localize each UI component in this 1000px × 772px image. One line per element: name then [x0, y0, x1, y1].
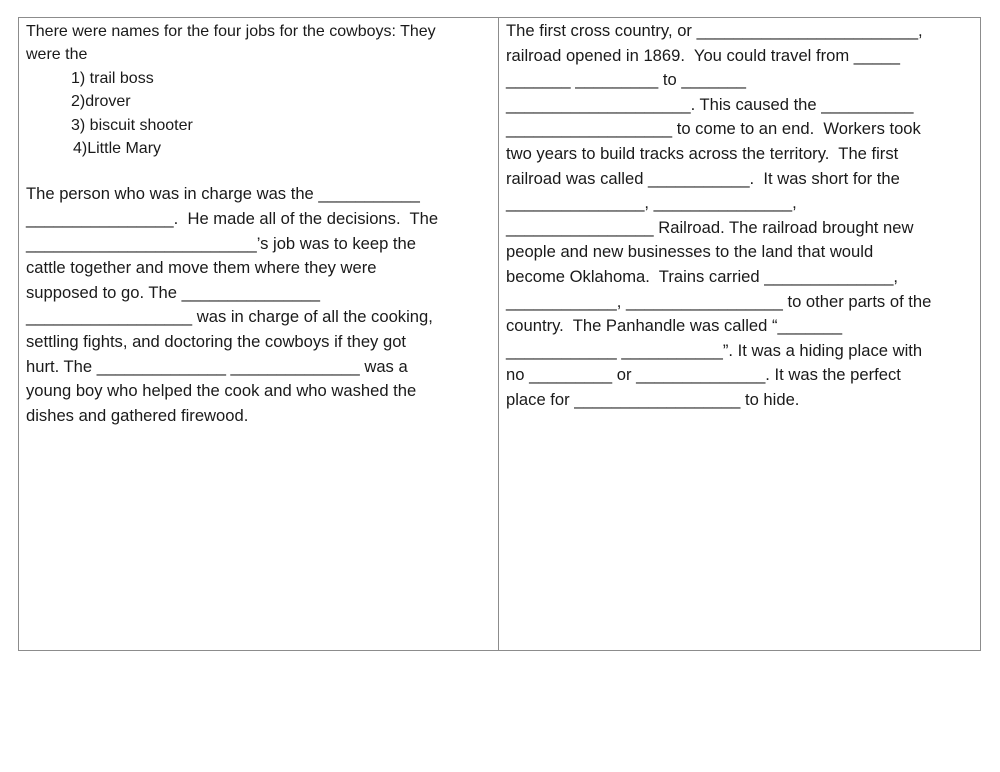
text-line: ________________. He made all of the decisions. The — [26, 209, 439, 229]
text-line: were the — [26, 46, 88, 64]
list-item: 2)drover — [71, 93, 131, 111]
cowboy-jobs-paragraph — [26, 182, 498, 428]
right-cell-railroad — [499, 18, 980, 650]
intro-text — [26, 20, 498, 67]
text-line: place for __________________ to hide. — [506, 389, 800, 409]
text-line: railroad opened in 1869. You could travel from _____ — [506, 45, 900, 65]
railroad-paragraph — [506, 19, 980, 413]
text-line: country. The Panhandle was called “_______ — [506, 316, 843, 336]
text-line: ____________________. This caused the __________ — [506, 94, 914, 114]
text-line: _______________, _______________, — [506, 193, 797, 213]
text-line: young boy who helped the cook and who washed the — [26, 381, 417, 401]
text-line: no _________ or ______________. It was the perfect — [506, 365, 901, 385]
text-line: ________________ Railroad. The railroad brought new — [506, 217, 914, 237]
text-line: There were names for the four jobs for the cowboys: They — [26, 23, 436, 40]
worksheet-table — [18, 17, 981, 651]
text-line: __________________ was in charge of all the cooking, — [26, 307, 433, 327]
text-line: settling fights, and doctoring the cowboys if they got — [26, 332, 407, 351]
list-item: 4)Little Mary — [73, 140, 162, 158]
list-item: 1) trail boss — [71, 69, 154, 87]
text-line: railroad was called ___________. It was short for the — [506, 168, 900, 188]
text-line: become Oklahoma. Trains carried ______________, — [506, 266, 899, 286]
text-line: _________________________’s job was to keep the — [26, 233, 416, 253]
jobs-list — [26, 67, 498, 161]
text-line: __________________ to come to an end. Workers took — [506, 119, 921, 139]
text-line: ____________ ___________”. It was a hiding place with — [506, 340, 923, 360]
left-cell-cowboy-jobs — [19, 18, 499, 650]
text-line: cattle together and move them where they were — [26, 258, 377, 278]
text-line: ____________, _________________ to other parts of the — [506, 291, 932, 311]
text-line: hurt. The ______________ ______________ was a — [26, 356, 408, 376]
text-line: The person who was in charge was the ___________ — [26, 184, 420, 204]
text-line: people and new businesses to the land that would — [506, 242, 874, 262]
text-line: supposed to go. The _______________ — [26, 282, 321, 302]
text-line: dishes and gathered firewood. — [26, 405, 249, 425]
list-item: 3) biscuit shooter — [71, 116, 193, 134]
text-line: _______ _________ to _______ — [506, 70, 746, 90]
text-line: The first cross country, or ________________________, — [506, 21, 923, 40]
text-line: two years to build tracks across the territory. The first — [506, 143, 899, 163]
